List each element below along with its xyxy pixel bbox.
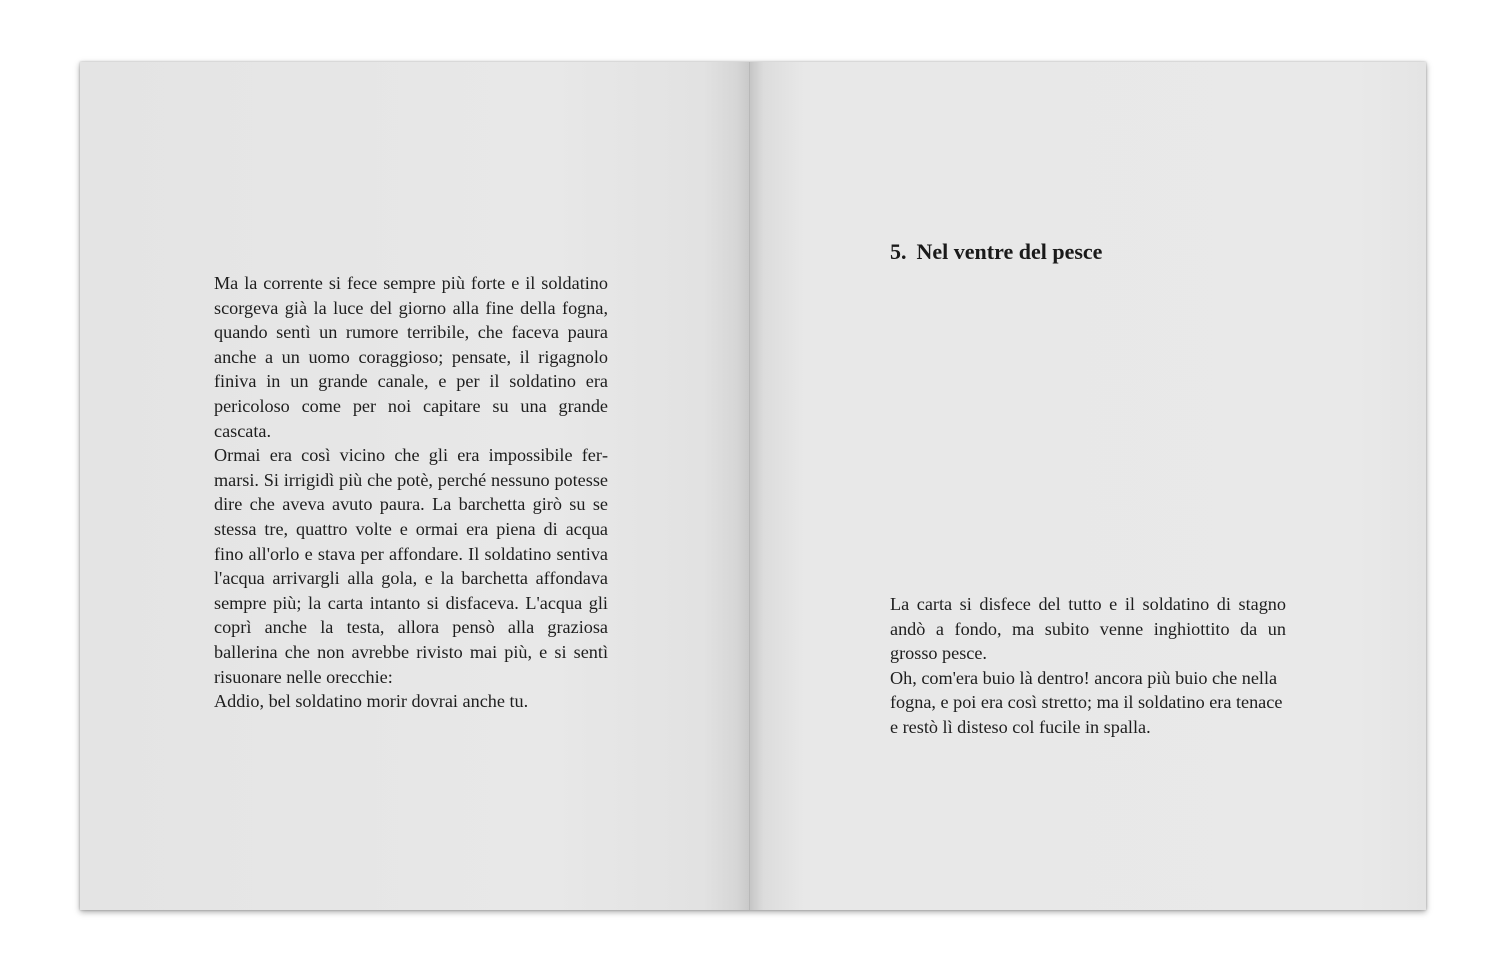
- right-page: [750, 62, 1426, 910]
- paragraph: Oh, com'era buio là dentro! ancora più buio che nella fogna, e poi era così stretto; ma il soldatino era tenace e restò lì disteso col fucile in spalla.: [890, 667, 1283, 737]
- open-book: [80, 62, 1426, 910]
- chapter-title: Nel ventre del pesce: [916, 239, 1103, 264]
- left-page-text: [214, 271, 608, 714]
- chapter-number: 5.: [890, 239, 907, 264]
- left-page: [80, 62, 750, 910]
- right-page-text: [890, 592, 1286, 740]
- paragraph: Addio, bel soldatino morir dovrai anche tu.: [214, 691, 529, 712]
- chapter-heading: [890, 239, 1102, 265]
- paragraph: Ma la corrente si fece sempre più forte e il soldatino scorgeva già la luce del giorno alla fine della fogna, quando sentì un rumore terribile, che faceva paura anche a un uomo coraggioso; pensate, il rigagnolo finiva in un grande canale, e per il soldatino era pericoloso come per noi capitare su una grande cascata.: [214, 273, 608, 441]
- paragraph: Ormai era così vicino che gli era impossibile fermarsi. Si irrigidì più che potè, perché nessuno potesse dire che aveva avuto paura. La barchetta girò su se stessa tre, quattro volte e ormai era piena di acqua fino all'orlo e stava per affondare. Il soldatino sentiva l'acqua arrivargli alla gola, e la barchetta affondava sempre più; la carta intanto si disfaceva. L'acqua gli coprì anche la testa, allora pensò alla graziosa ballerina che non avrebbe rivisto mai più, e si sentì risuonare nelle orecchie:: [214, 445, 608, 687]
- paragraph: La carta si disfece del tutto e il soldatino di stagno andò a fondo, ma subito venne inghiottito da un grosso pesce.: [890, 594, 1286, 664]
